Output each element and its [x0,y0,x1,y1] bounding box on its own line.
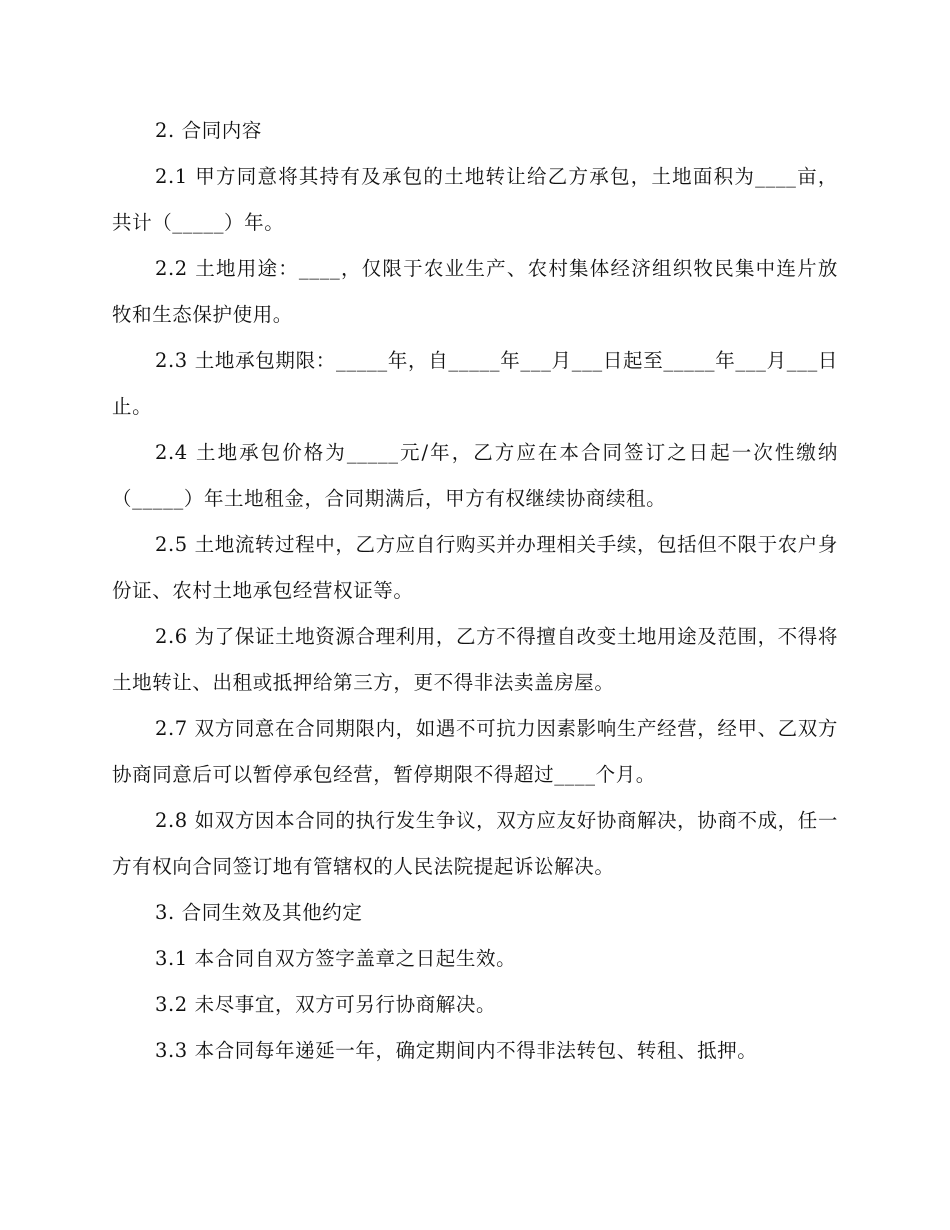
section-heading-2: 2. 合同内容 [155,119,263,142]
clause-2-4: 2.4 土地承包价格为_____元/年，乙方应在本合同签订之日起一次性缴纳（_____）年土地租金，合同期满后，甲方有权继续协商续租。 [112,441,838,510]
section-heading-3: 3. 合同生效及其他约定 [155,901,363,924]
clause-3-2: 3.2 未尽事宜，双方可另行协商解决。 [155,993,497,1016]
clause-2-7: 2.7 双方同意在合同期限内，如遇不可抗力因素影响生产经营，经甲、乙双方协商同意后可以暂停承包经营，暂停期限不得超过____个月。 [112,717,838,786]
clause-3-3: 3.3 本合同每年递延一年，确定期间内不得非法转包、转租、抵押。 [155,1039,758,1062]
clause-2-1: 2.1 甲方同意将其持有及承包的土地转让给乙方承包，土地面积为____亩，共计（_____）年。 [112,165,838,234]
clause-2-3: 2.3 土地承包期限：_____年，自_____年___月___日起至_____年___月___日止。 [112,349,838,418]
clause-2-8: 2.8 如双方因本合同的执行发生争议，双方应友好协商解决，协商不成，任一方有权向合同签订地有管辖权的人民法院提起诉讼解决。 [112,809,838,878]
clause-2-6: 2.6 为了保证土地资源合理利用，乙方不得擅自改变土地用途及范围，不得将土地转让、出租或抵押给第三方，更不得非法卖盖房屋。 [112,625,838,694]
clause-2-5: 2.5 土地流转过程中，乙方应自行购买并办理相关手续，包括但不限于农户身份证、农村土地承包经营权证等。 [112,533,838,602]
clause-2-2: 2.2 土地用途：____，仅限于农业生产、农村集体经济组织牧民集中连片放牧和生态保护使用。 [112,257,838,326]
clause-3-1: 3.1 本合同自双方签字盖章之日起生效。 [155,947,517,970]
